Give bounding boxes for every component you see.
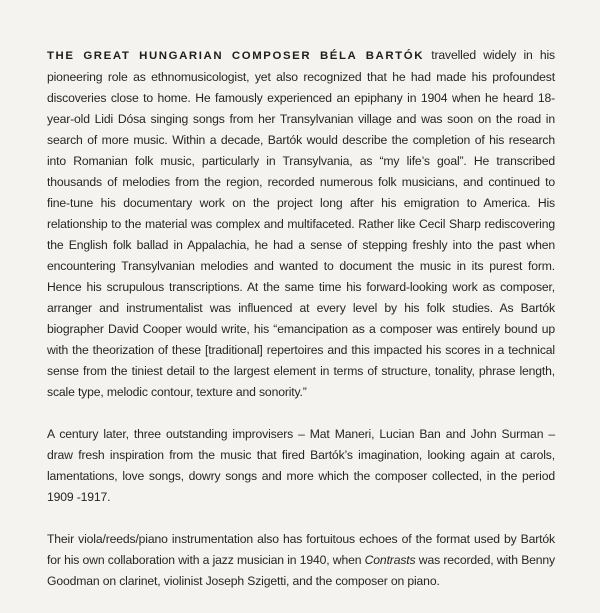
paragraph-3 — [47, 529, 555, 592]
paragraph-2 — [47, 424, 555, 508]
paragraph-1-body: travelled widely in his pioneering role as ethnomusicologist, yet also recognized that he had made his profoundest discoveries close to home. He famously experienced an epiphany in 1904 when he heard 18-year-old Lidi Dósa singing songs from her Transylvanian village and was soon on the road in search of more music. Within a decade, Bartók would describe the completion of his research into Romanian folk music, particularly in Transylvania, as “my life’s goal”. He transcribed thousands of melodies from the region, recorded numerous folk musicians, and continued to fine-tune his documentary work on the project long after his emigration to America. His relationship to the material was complex and multifaceted. Rather like Cecil Sharp rediscovering the English folk ballad in Appalachia, he had a sense of stepping freshly into the past when encountering Transylvanian melodies and wanted to document the music in its purest form. Hence his scrupulous transcriptions. At the same time his forward-looking work as composer, arranger and instrumentalist was influenced at every level by his folk studies. As Bartók biographer David Cooper would write, his “emancipation as a composer was entirely bound up with the theorization of these [traditional] repertoires and this impacted his scores in a technical sense from the tiniest detail to the largest element in terms of structure, tonality, phrase length, scale type, melodic contour, texture and sonority.” — [47, 48, 555, 399]
paragraph-2-body: A century later, three outstanding improvisers – Mat Maneri, Lucian Ban and John Surman – draw fresh inspiration from the music that fired Bartók’s imagination, looking again at carols, lamentations, love songs, dowry songs and more which the composer collected, in the period 1909 -1917. — [47, 427, 555, 504]
liner-notes-text — [47, 45, 555, 613]
lead-in-heading: THE GREAT HUNGARIAN COMPOSER BÉLA BARTÓK — [47, 50, 425, 62]
paragraph-3-body-start: Their viola/reeds/piano instrumentation also has fortuitous echoes of the format used by Bartók for his own collaboration with a jazz musician in 1940, when — [47, 532, 555, 567]
paragraph-1 — [47, 45, 555, 403]
paragraph-3-body-end: was recorded, with Benny Goodman on clarinet, violinist Joseph Szigetti, and the composer on piano. — [47, 553, 556, 588]
album-title-contrasts: Contrasts — [364, 553, 416, 567]
